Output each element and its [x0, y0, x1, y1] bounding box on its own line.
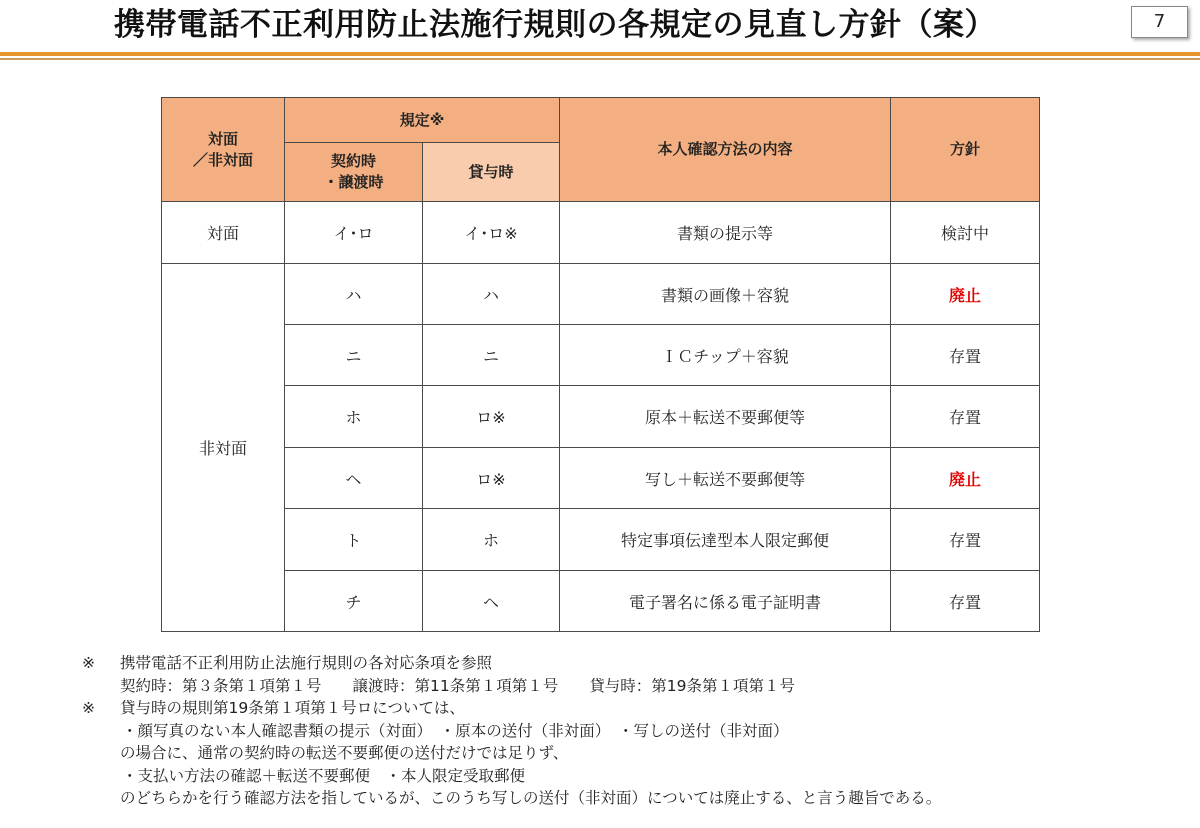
- cell-contract: ホ: [285, 386, 423, 448]
- cell-method: 原本＋転送不要郵便等: [560, 386, 891, 448]
- table-row: [162, 264, 1040, 325]
- table-row: [162, 571, 1040, 632]
- table-row: [162, 325, 1040, 386]
- cell-contract: ト: [285, 509, 423, 571]
- cell-method: 写し＋転送不要郵便等: [560, 448, 891, 509]
- footnote-text: のどちらかを行う確認方法を指しているが、このうち写しの送付（非対面）については廃止する、と言う趣旨である。: [120, 789, 942, 807]
- header-rule-group: 規定※: [285, 98, 560, 143]
- cell-method: 書類の画像＋容貌: [560, 264, 891, 325]
- table-row: [162, 386, 1040, 448]
- cell-contract: ヘ: [285, 448, 423, 509]
- cell-loan: ロ※: [423, 448, 560, 509]
- cell-policy: 存置: [891, 509, 1040, 571]
- cell-policy: 存置: [891, 386, 1040, 448]
- cell-contract: チ: [285, 571, 423, 632]
- cell-contract: ハ: [285, 264, 423, 325]
- table-row: [162, 509, 1040, 571]
- footnote-text: の場合に、通常の契約時の転送不要郵便の送付だけでは足りず、: [120, 744, 569, 762]
- footnote-text: 契約時：第３条第１項第１号 譲渡時：第11条第１項第１号 貸与時：第19条第１項第１号: [120, 676, 795, 695]
- cell-loan: ロ※: [423, 386, 560, 448]
- footnote-text: 携帯電話不正利用防止法施行規則の各対応条項を参照: [120, 654, 493, 672]
- title-divider: [0, 52, 1200, 56]
- cell-policy: 存置: [891, 571, 1040, 632]
- page-number: 7: [1131, 6, 1188, 38]
- cell-mode: 非対面: [162, 264, 285, 632]
- header-mode: 対面 ／非対面: [162, 98, 285, 202]
- cell-mode: 対面: [162, 202, 285, 264]
- cell-loan: イ･ロ※: [423, 202, 560, 264]
- cell-method: 電子署名に係る電子証明書: [560, 571, 891, 632]
- cell-loan: ホ: [423, 509, 560, 571]
- footnote-1-line: [82, 652, 1192, 675]
- cell-policy: 検討中: [891, 202, 1040, 264]
- footnote-text: ・支払い方法の確認＋転送不要郵便 ・本人限定受取郵便: [122, 766, 526, 785]
- cell-loan: ニ: [423, 325, 560, 386]
- cell-method: 特定事項伝達型本人限定郵便: [560, 509, 891, 571]
- header-policy: 方針: [891, 98, 1040, 202]
- title-divider-shadow: [0, 58, 1200, 60]
- cell-contract: ニ: [285, 325, 423, 386]
- footnote-2-line: [82, 697, 1192, 720]
- note-mark: ※: [82, 699, 95, 717]
- cell-method: ＩＣチップ＋容貌: [560, 325, 891, 386]
- footnote-text: 貸与時の規則第19条第１項第１号ロについては、: [120, 699, 465, 717]
- note-mark: ※: [82, 654, 95, 672]
- cell-policy: 存置: [891, 325, 1040, 386]
- cell-policy: 廃止: [891, 448, 1040, 509]
- footnotes: [82, 652, 1192, 810]
- table-row: [162, 448, 1040, 509]
- table-row: [162, 202, 1040, 264]
- page-title: 携帯電話不正利用防止法施行規則の各規定の見直し方針（案）: [114, 7, 996, 43]
- cell-contract: イ･ロ: [285, 202, 423, 264]
- cell-loan: ヘ: [423, 571, 560, 632]
- header-method: 本人確認方法の内容: [560, 98, 891, 202]
- footnote-text: ・顔写真のない本人確認書類の提示（対面） ・原本の送付（非対面） ・写しの送付（非対面）: [122, 721, 789, 740]
- header-loan: 貸与時: [423, 143, 560, 202]
- header-contract: 契約時 ・譲渡時: [285, 143, 423, 202]
- policy-table: [161, 97, 1040, 632]
- cell-loan: ハ: [423, 264, 560, 325]
- cell-policy: 廃止: [891, 264, 1040, 325]
- cell-method: 書類の提示等: [560, 202, 891, 264]
